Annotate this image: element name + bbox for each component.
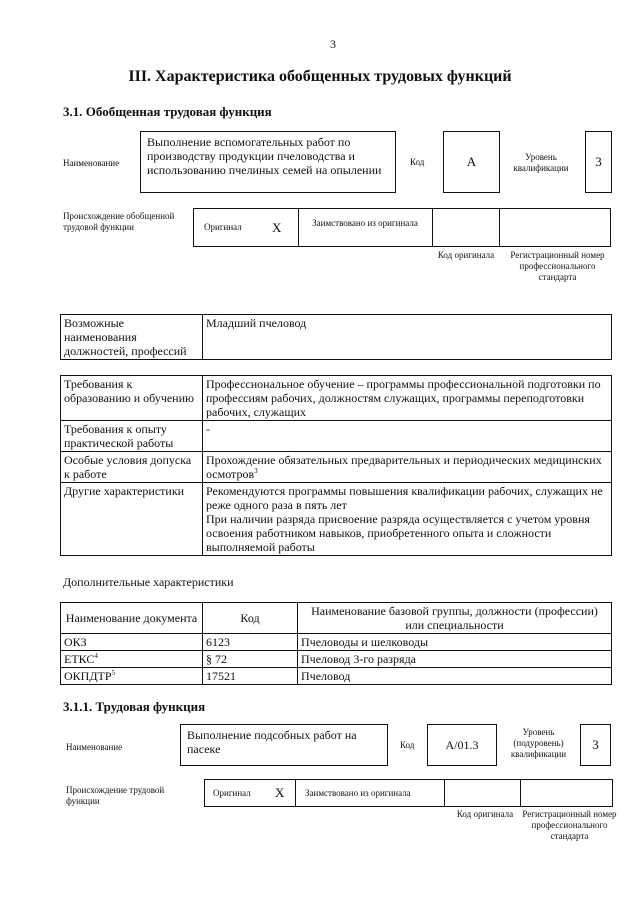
tf-origin-label: Происхождение трудовой функции: [66, 785, 165, 806]
tf-borrowed-label: Заимствовано из оригинала: [305, 787, 411, 798]
doc-cell: [61, 634, 203, 651]
doc-name: ОКЗ: [64, 635, 87, 649]
footnote-ref: 3: [254, 467, 258, 475]
gtf-level-value: 3: [595, 154, 602, 169]
gtf-level-box: [585, 131, 612, 193]
tf-level-value: 3: [592, 737, 599, 752]
column-header: Наименование документа: [61, 603, 203, 634]
divider: [432, 209, 433, 246]
positions-table: [60, 314, 612, 360]
divider: [295, 780, 296, 806]
req-label: Требования к образованию и обучению: [61, 376, 203, 421]
name-cell: Пчеловод: [298, 668, 612, 685]
req-label: Особые условия допуска к работе: [61, 452, 203, 483]
page-number: 3: [330, 37, 336, 51]
requirements-table: [60, 375, 612, 556]
tf-orig-code-caption: Код оригинала: [456, 809, 514, 819]
tf-original-mark: X: [275, 785, 285, 800]
tf-code-value: A/01.3: [445, 737, 479, 752]
tf-origin-box: [204, 779, 613, 807]
gtf-heading: 3.1. Обобщенная трудовая функция: [63, 104, 272, 119]
divider: [444, 780, 445, 806]
tf-reg-num-caption: Регистрационный номер профессионального стандарта: [522, 809, 617, 841]
req-label: Другие характеристики: [61, 483, 203, 556]
name-cell: Пчеловод 3-го разряда: [298, 651, 612, 668]
doc-name: ОКПДТР: [64, 669, 112, 683]
divider: [499, 209, 500, 246]
tf-code-box: [427, 724, 497, 766]
gtf-name-box: [140, 131, 396, 193]
req-value-cell: [203, 483, 612, 556]
req-value: Профессиональное обучение – программы профессиональной подготовки по профессиям рабочих, должностям служащих, программы переподготовки рабочих, служащих: [203, 376, 612, 421]
req-value-cell: [203, 452, 612, 483]
table-row: [61, 421, 612, 452]
table-row: [61, 651, 612, 668]
gtf-original-mark: X: [272, 219, 282, 235]
divider: [298, 209, 299, 246]
doc-cell: [61, 651, 203, 668]
column-header: Код: [203, 603, 298, 634]
gtf-borrowed-label: Заимствовано из оригинала: [312, 218, 418, 228]
code-cell: 6123: [203, 634, 298, 651]
req-value: При наличии разряда присвоение разряда осуществляется с учетом уровня освоения работником навыков, приобретенного опыта и сложности выполняемой работы: [206, 512, 590, 554]
gtf-name-label: Наименование: [63, 157, 120, 168]
extra-table: [60, 602, 612, 685]
req-value: Рекомендуются программы повышения квалификации рабочих, служащих не реже одного раза в пять лет: [206, 484, 603, 512]
gtf-code-box: [443, 131, 500, 193]
positions-label: Возможные наименования должностей, профессий: [61, 315, 203, 360]
doc-name: ЕТКС: [64, 652, 95, 666]
gtf-code-label: Код: [410, 157, 425, 167]
table-row: [61, 483, 612, 556]
name-cell: Пчеловоды и шелководы: [298, 634, 612, 651]
column-header: Наименование базовой группы, должности (профессии) или специальности: [298, 603, 612, 634]
tf-name-box: [180, 724, 388, 766]
table-row: [61, 315, 612, 360]
req-label: Требования к опыту практической работы: [61, 421, 203, 452]
table-row: [61, 452, 612, 483]
gtf-original-label: Оригинал: [204, 222, 242, 232]
tf-level-label: Уровень (подуровень) квалификации: [510, 727, 567, 759]
gtf-name-value: Выполнение вспомогательных работ по производству продукции пчеловодства и использованию пчелиных семей на опылении: [147, 135, 382, 177]
gtf-origin-label: Происхождение обобщенной трудовой функции: [63, 211, 175, 232]
footnote-ref: 5: [111, 669, 116, 677]
tf-name-label: Наименование: [66, 742, 123, 752]
table-row: [61, 376, 612, 421]
code-cell: § 72: [203, 651, 298, 668]
tf-name-value: Выполнение подсобных работ на пасеке: [187, 728, 357, 756]
gtf-origin-box: [193, 208, 611, 247]
doc-cell: [61, 668, 203, 685]
gtf-reg-num-caption: Регистрационный номер профессионального стандарта: [510, 250, 605, 282]
extra-heading: Дополнительные характеристики: [63, 575, 234, 589]
tf-original-label: Оригинал: [213, 787, 251, 798]
table-row: [61, 634, 612, 651]
section-title: III. Характеристика обобщенных трудовых функций: [128, 68, 512, 85]
gtf-orig-code-caption: Код оригинала: [437, 250, 495, 260]
positions-value: Младший пчеловод: [203, 315, 612, 360]
footnote-ref: 4: [94, 652, 98, 660]
req-value: -: [203, 421, 612, 452]
tf-code-label: Код: [400, 740, 415, 750]
table-row: [61, 603, 612, 634]
gtf-code-value: А: [466, 154, 477, 169]
req-value: Прохождение обязательных предварительных и периодических медицинских осмотров: [206, 453, 602, 481]
gtf-level-label: Уровень квалификации: [513, 152, 569, 173]
code-cell: 17521: [203, 668, 298, 685]
tf-heading: 3.1.1. Трудовая функция: [63, 699, 206, 714]
divider: [520, 780, 521, 806]
tf-level-box: [580, 724, 611, 766]
table-row: [61, 668, 612, 685]
